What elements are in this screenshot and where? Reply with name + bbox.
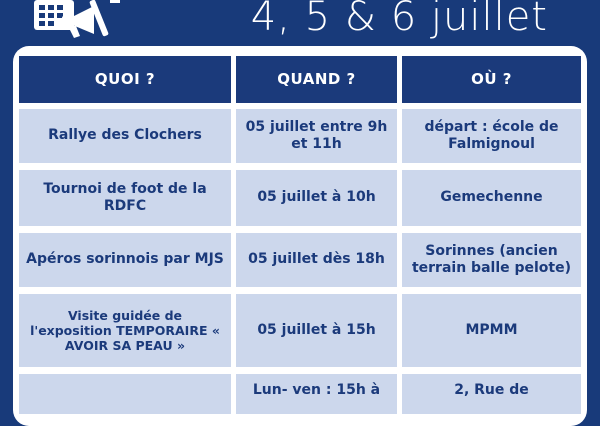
table-cell-quoi: Rallye des Clochers <box>19 109 231 163</box>
table-cell-ou: Sorinnes (ancien terrain balle pelote) <box>402 233 581 287</box>
table-cell-ou: MPMM <box>402 294 581 367</box>
table-cell-quoi <box>19 374 231 414</box>
table-cell-ou: départ : école de Falmignoul <box>402 109 581 163</box>
column-header-quand: QUAND ? <box>236 56 397 103</box>
table-cell-quand: 05 juillet dès 18h <box>236 233 397 287</box>
table-cell-quand: 05 juillet à 15h <box>236 294 397 367</box>
table-cell-quand: 05 juillet entre 9h et 11h <box>236 109 397 163</box>
table-cell-quoi: Apéros sorinnois par MJS <box>19 233 231 287</box>
table-cell-ou: Gemechenne <box>402 170 581 226</box>
table-cell-quoi: Visite guidée de l'exposition TEMPORAIRE « AVOIR SA PEAU » <box>19 294 231 367</box>
table-cell-quand: Lun- ven : 15h à <box>236 374 397 414</box>
column-header-quoi: QUOI ? <box>19 56 231 103</box>
table-cell-ou: 2, Rue de <box>402 374 581 414</box>
table-cell-quoi: Tournoi de foot de la RDFC <box>19 170 231 226</box>
event-dates: 4, 5 & 6 juillet <box>250 0 548 40</box>
column-header-ou: OÙ ? <box>402 56 581 103</box>
table-cell-quand: 05 juillet à 10h <box>236 170 397 226</box>
